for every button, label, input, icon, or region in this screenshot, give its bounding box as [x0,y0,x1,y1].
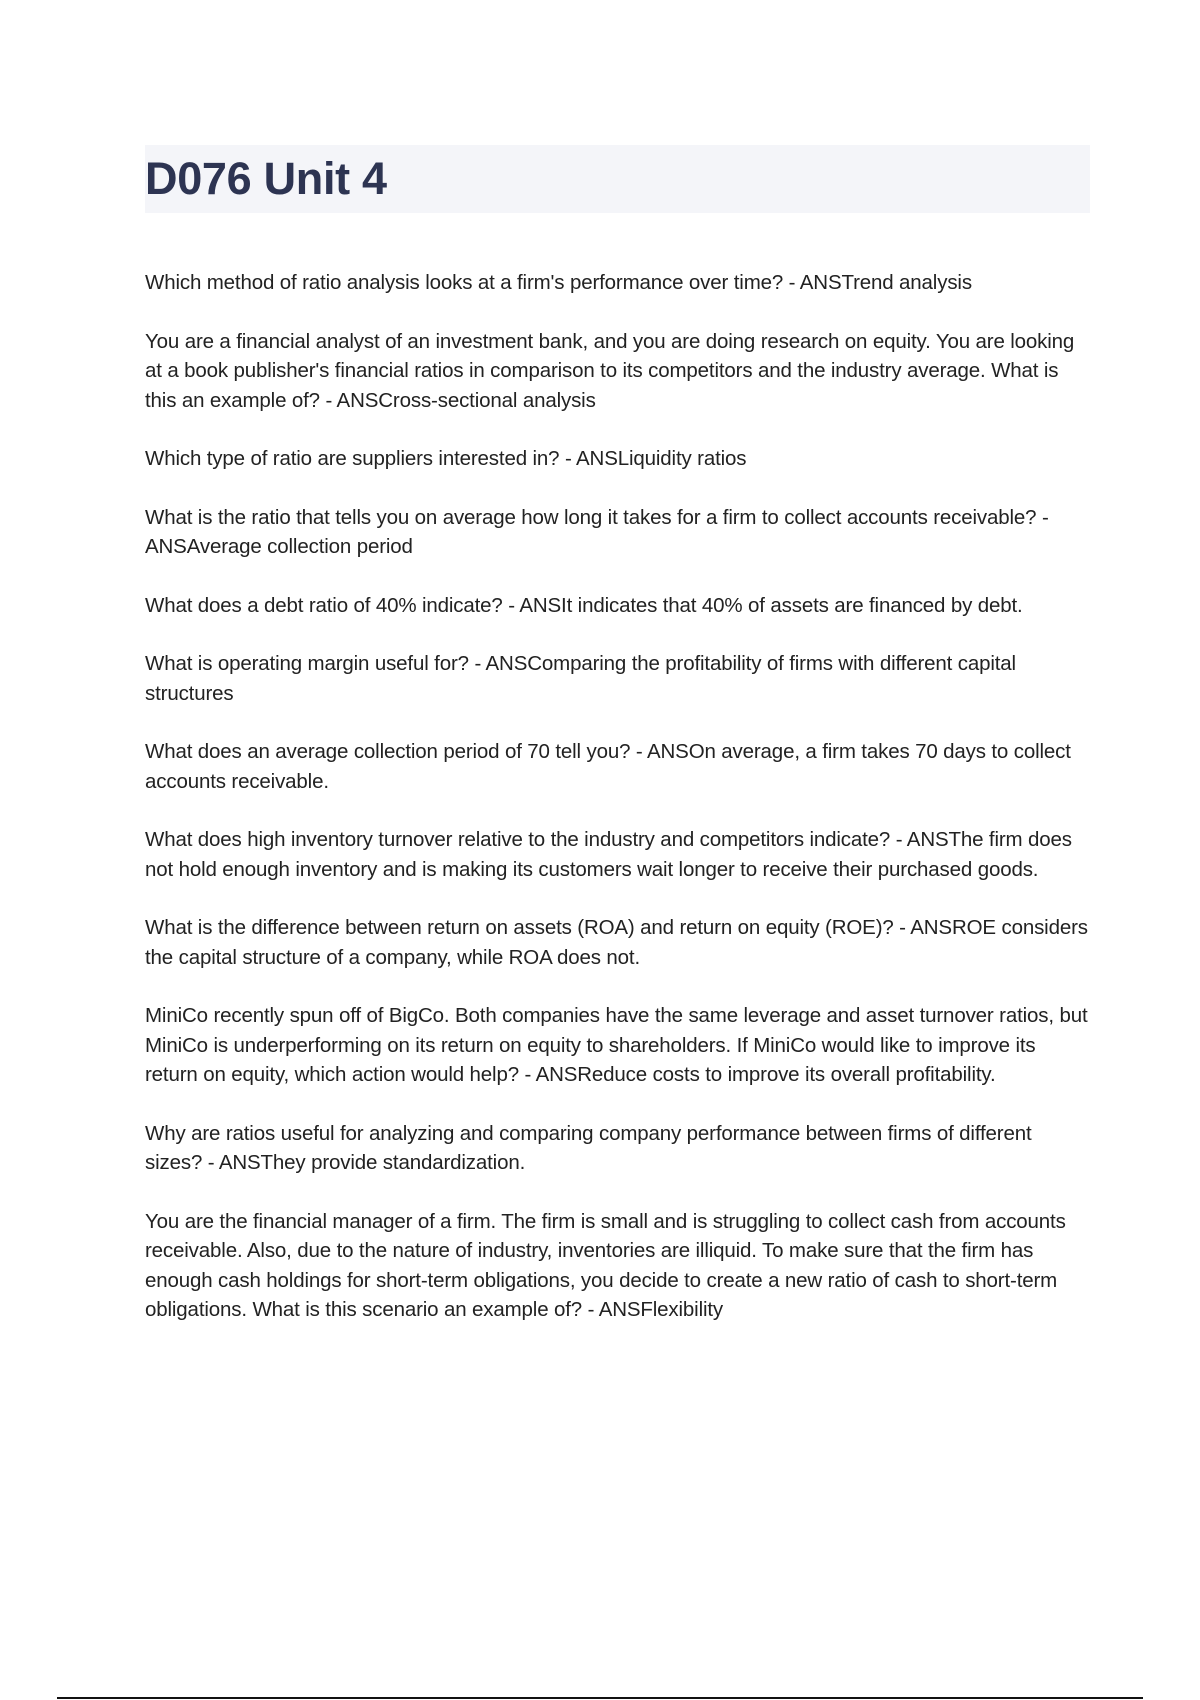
qa-item: Why are ratios useful for analyzing and comparing company performance between firms of different sizes? - ANSThey provide standardization. [145,1121,1032,1174]
qa-item: What does an average collection period of 70 tell you? - ANSOn average, a firm takes 70 days to collect accounts receivable. [145,740,1071,793]
qa-item: Which method of ratio analysis looks at a firm's performance over time? - ANSTrend analysis [145,271,972,294]
qa-item: What does high inventory turnover relative to the industry and competitors indicate? - ANSThe firm does not hold enough inventory and is making its customers wait longer to receive their purchased goods. [145,828,1072,881]
qa-item: You are the financial manager of a firm. The firm is small and is struggling to collect cash from accounts receivable. Also, due to the nature of industry, inventories are illiquid. To make sure that the firm has enough cash holdings for short-term obligations, you decide to create a new ratio of cash to short-term obligations. What is this scenario an example of? - ANSFlexibility [145,1209,1066,1321]
qa-item: What is operating margin useful for? - ANSComparing the profitability of firms with different capital structures [145,652,1016,705]
title-band [145,145,1090,213]
page-title: D076 Unit 4 [145,153,387,204]
qa-item: MiniCo recently spun off of BigCo. Both companies have the same leverage and asset turnover ratios, but MiniCo is underperforming on its return on equity to shareholders. If MiniCo would like to improve its return on equity, which action would help? - ANSReduce costs to improve its overall profitability. [145,1004,1088,1086]
qa-item: What is the difference between return on assets (ROA) and return on equity (ROE)? - ANSROE considers the capital structure of a company, while ROA does not. [145,916,1088,969]
qa-item: You are a financial analyst of an investment bank, and you are doing research on equity. You are looking at a book publisher's financial ratios in comparison to its competitors and the industry average. What is this an example of? - ANSCross-sectional analysis [145,329,1075,412]
qa-list [145,268,1090,1354]
qa-item: What is the ratio that tells you on average how long it takes for a firm to collect accounts receivable? - ANSAverage collection period [145,505,1049,558]
footer-divider [57,1697,1143,1699]
qa-item: What does a debt ratio of 40% indicate? - ANSIt indicates that 40% of assets are financed by debt. [145,593,1023,617]
qa-item: Which type of ratio are suppliers interested in? - ANSLiquidity ratios [145,447,747,470]
